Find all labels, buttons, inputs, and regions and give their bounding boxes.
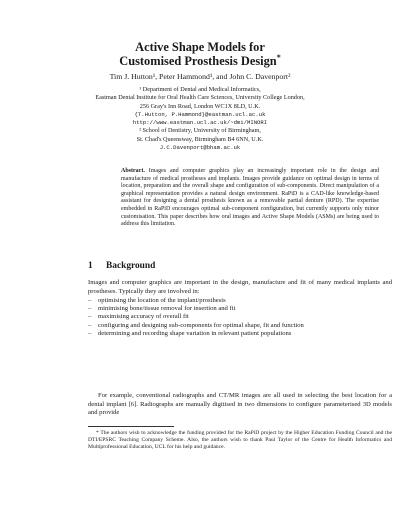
affiliations <box>0 86 400 152</box>
list-item-text: configuring and designing sub-components for optimal shape, fit and function <box>98 321 304 329</box>
title-line-2-text: Customised Prosthesis Design <box>119 54 277 68</box>
author-email: J.C.Davenport@bham.ac.uk <box>159 144 241 152</box>
affiliation-line: ² School of Dentistry, University of Birmingham, <box>139 127 261 135</box>
section-heading <box>88 261 155 271</box>
list-item: – optimising the location of the implant/prosthesis <box>88 297 226 304</box>
list-item: – minimising bone/tissue removal for insertion and fit <box>88 305 236 313</box>
intro-paragraph: Images and computer graphics are important in the design, manufacture and fit of many medical implants and prostheses. Typically they are involved in: <box>88 279 392 295</box>
list-item-text: minimising bone/tissue removal for insertion and fit <box>98 305 236 313</box>
title-line-1: Active Shape Models for <box>135 40 265 54</box>
project-url: http://www.eastman.ucl.ac.uk/~dmi/MINORI <box>132 119 268 127</box>
abstract <box>121 168 379 229</box>
bullet-list <box>88 297 398 338</box>
abstract-label: Abstract. <box>121 168 145 174</box>
section-title: Background <box>106 261 156 271</box>
footnote-rule <box>88 426 174 427</box>
list-item-text: maximising accuracy of overall fit <box>98 313 189 321</box>
author-emails: {T.Hutton, P.Hammond}@eastman.ucl.ac.uk <box>134 110 266 118</box>
paper-title <box>0 40 400 68</box>
list-item: – configuring and designing sub-components for optimal shape, fit and function <box>88 321 304 329</box>
affiliation-line: Eastman Dental Institute for Oral Health Care Sciences, University College London, <box>95 94 305 102</box>
footnote: * The authors wish to acknowledge the funding provided for the RaPiD project by the Higher Education Funding Council and the DTI/EPSRC Teaching Company Scheme. Also, the authors wish to thank Paul Taylor of the Centre for Health Informatics and Multiprofessional Education, UCL for his help and guidance. <box>88 430 392 451</box>
list-item-text: optimising the location of the implant/prosthesis <box>98 297 226 304</box>
affiliation-line: ¹ Department of Dental and Medical Informatics, <box>139 86 261 93</box>
affiliation-line: 256 Gray's Inn Road, London WC1X 8LD, U.K. <box>139 102 261 110</box>
title-footnote-mark: * <box>276 52 281 62</box>
body-paragraph: For example, conventional radiographs and CT/MR images are all used in selecting the best location for a dental implant [6]. Radiographs are manually digitised in two dimensions to configure parameterised 3D models and provide <box>88 392 392 417</box>
affiliation-line: St. Chad's Queensway, Birmingham B4 6NN, U.K. <box>136 135 264 143</box>
list-item: – maximising accuracy of overall fit <box>88 313 189 321</box>
list-item: – determining and recording shape variation in relevant patient populations <box>88 329 292 337</box>
list-item-text: determining and recording shape variation in relevant patient populations <box>98 329 292 337</box>
title-line-2 <box>0 54 400 68</box>
abstract-text: Images and computer graphics play an increasingly important role in the design and manufacture of medical prostheses and implants. Images provide guidance on optimal design in terms of location, preparation and the overall shape and configuration of sub-components. Direct manipulation of a graphical representation provides a natural design environment. RaPiD is a CAD-like knowledge-based assistant for designing a dental prosthesis known as a removable partial denture (RPD). The expertise embedded in RaPiD encourages optimal sub-component configuration, but currently supports only minor customisation. This paper describes how oral images and Active Shape Models (ASMs) are being used to address this limitation. <box>121 168 379 228</box>
section-number: 1 <box>88 261 93 271</box>
author-list: Tim J. Hutton¹, Peter Hammond¹, and John C. Davenport² <box>109 72 291 81</box>
